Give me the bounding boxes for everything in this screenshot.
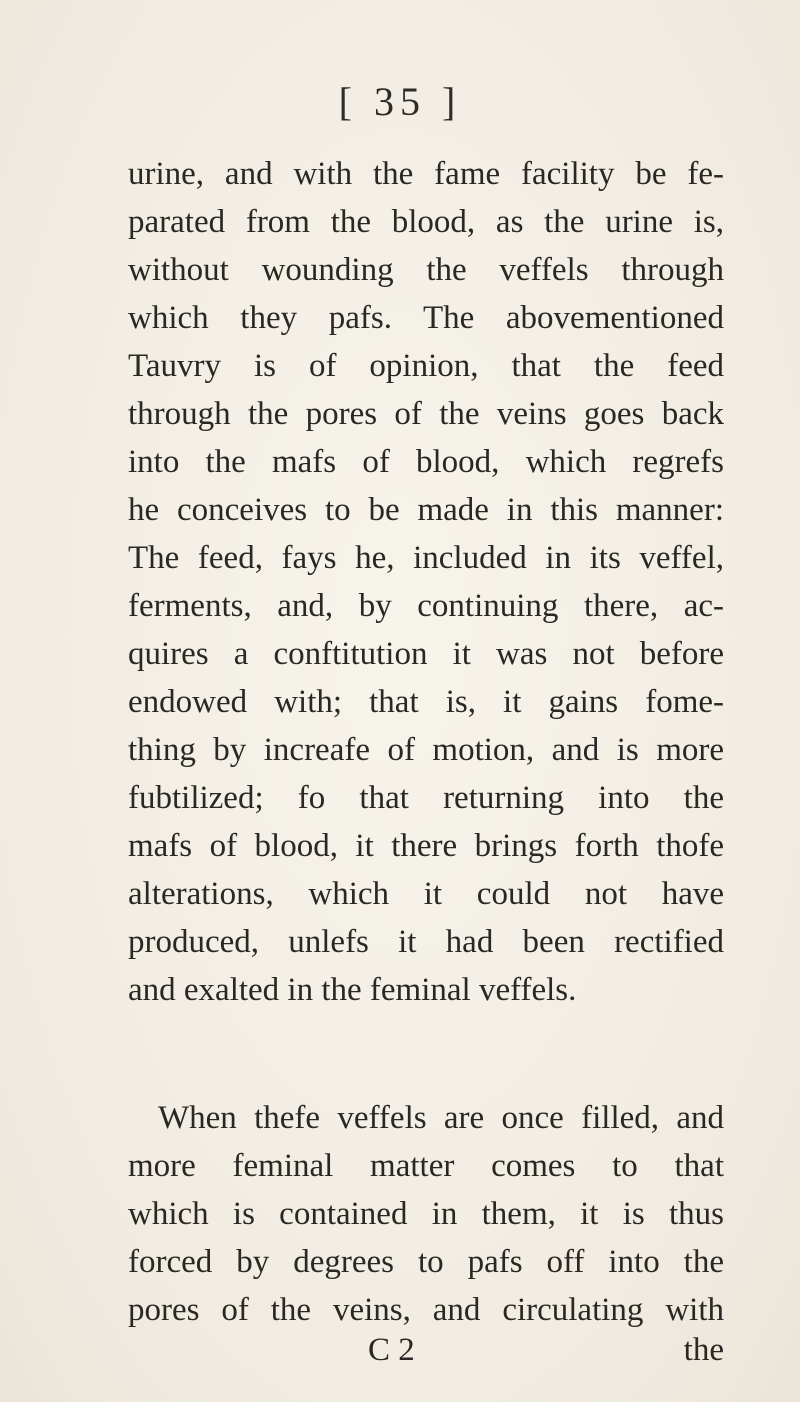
page-number-header: [ 35 ]: [338, 79, 462, 124]
text-line: The feed, fays he, included in its veffel,: [128, 540, 724, 576]
text-line: parated from the blood, as the urine is,: [128, 204, 724, 240]
text-line: Tauvry is of opinion, that the feed: [128, 348, 724, 384]
signature-mark: C 2: [368, 1332, 415, 1368]
text-line: which they pafs. The abovementioned: [128, 300, 724, 336]
text-line: forced by degrees to pafs off into the: [128, 1244, 724, 1280]
paragraph-spacer: [128, 1014, 724, 1094]
text-line: fubtilized; fo that returning into the: [128, 780, 724, 816]
paragraph: [128, 150, 724, 1014]
page-footer: [128, 1326, 724, 1374]
text-line: through the pores of the veins goes back: [128, 396, 724, 432]
text-line: quires a conftitution it was not before: [128, 636, 724, 672]
text-line: which is contained in them, it is thus: [128, 1196, 724, 1232]
text-line: without wounding the veffels through: [128, 252, 724, 288]
text-line: pores of the veins, and circulating with: [128, 1292, 724, 1328]
text-line: ferments, and, by continuing there, ac-: [128, 588, 724, 624]
catchword: the: [683, 1332, 724, 1368]
text-line: produced, unlefs it had been rectified: [128, 924, 724, 960]
text-line: urine, and with the fame facility be fe-: [128, 156, 724, 192]
text-line: he conceives to be made in this manner:: [128, 492, 724, 528]
text-line: and exalted in the feminal veffels.: [128, 972, 577, 1008]
text-line: When thefe veffels are once filled, and: [158, 1100, 724, 1136]
text-line: into the mafs of blood, which regrefs: [128, 444, 724, 480]
text-line: alterations, which it could not have: [128, 876, 724, 912]
body-text: [128, 150, 724, 1334]
text-line: more feminal matter comes to that: [128, 1148, 724, 1184]
paragraph: [128, 1094, 724, 1334]
text-line: thing by increafe of motion, and is more: [128, 732, 724, 768]
text-line: mafs of blood, it there brings forth thofe: [128, 828, 724, 864]
text-line: endowed with; that is, it gains fome-: [128, 684, 724, 720]
